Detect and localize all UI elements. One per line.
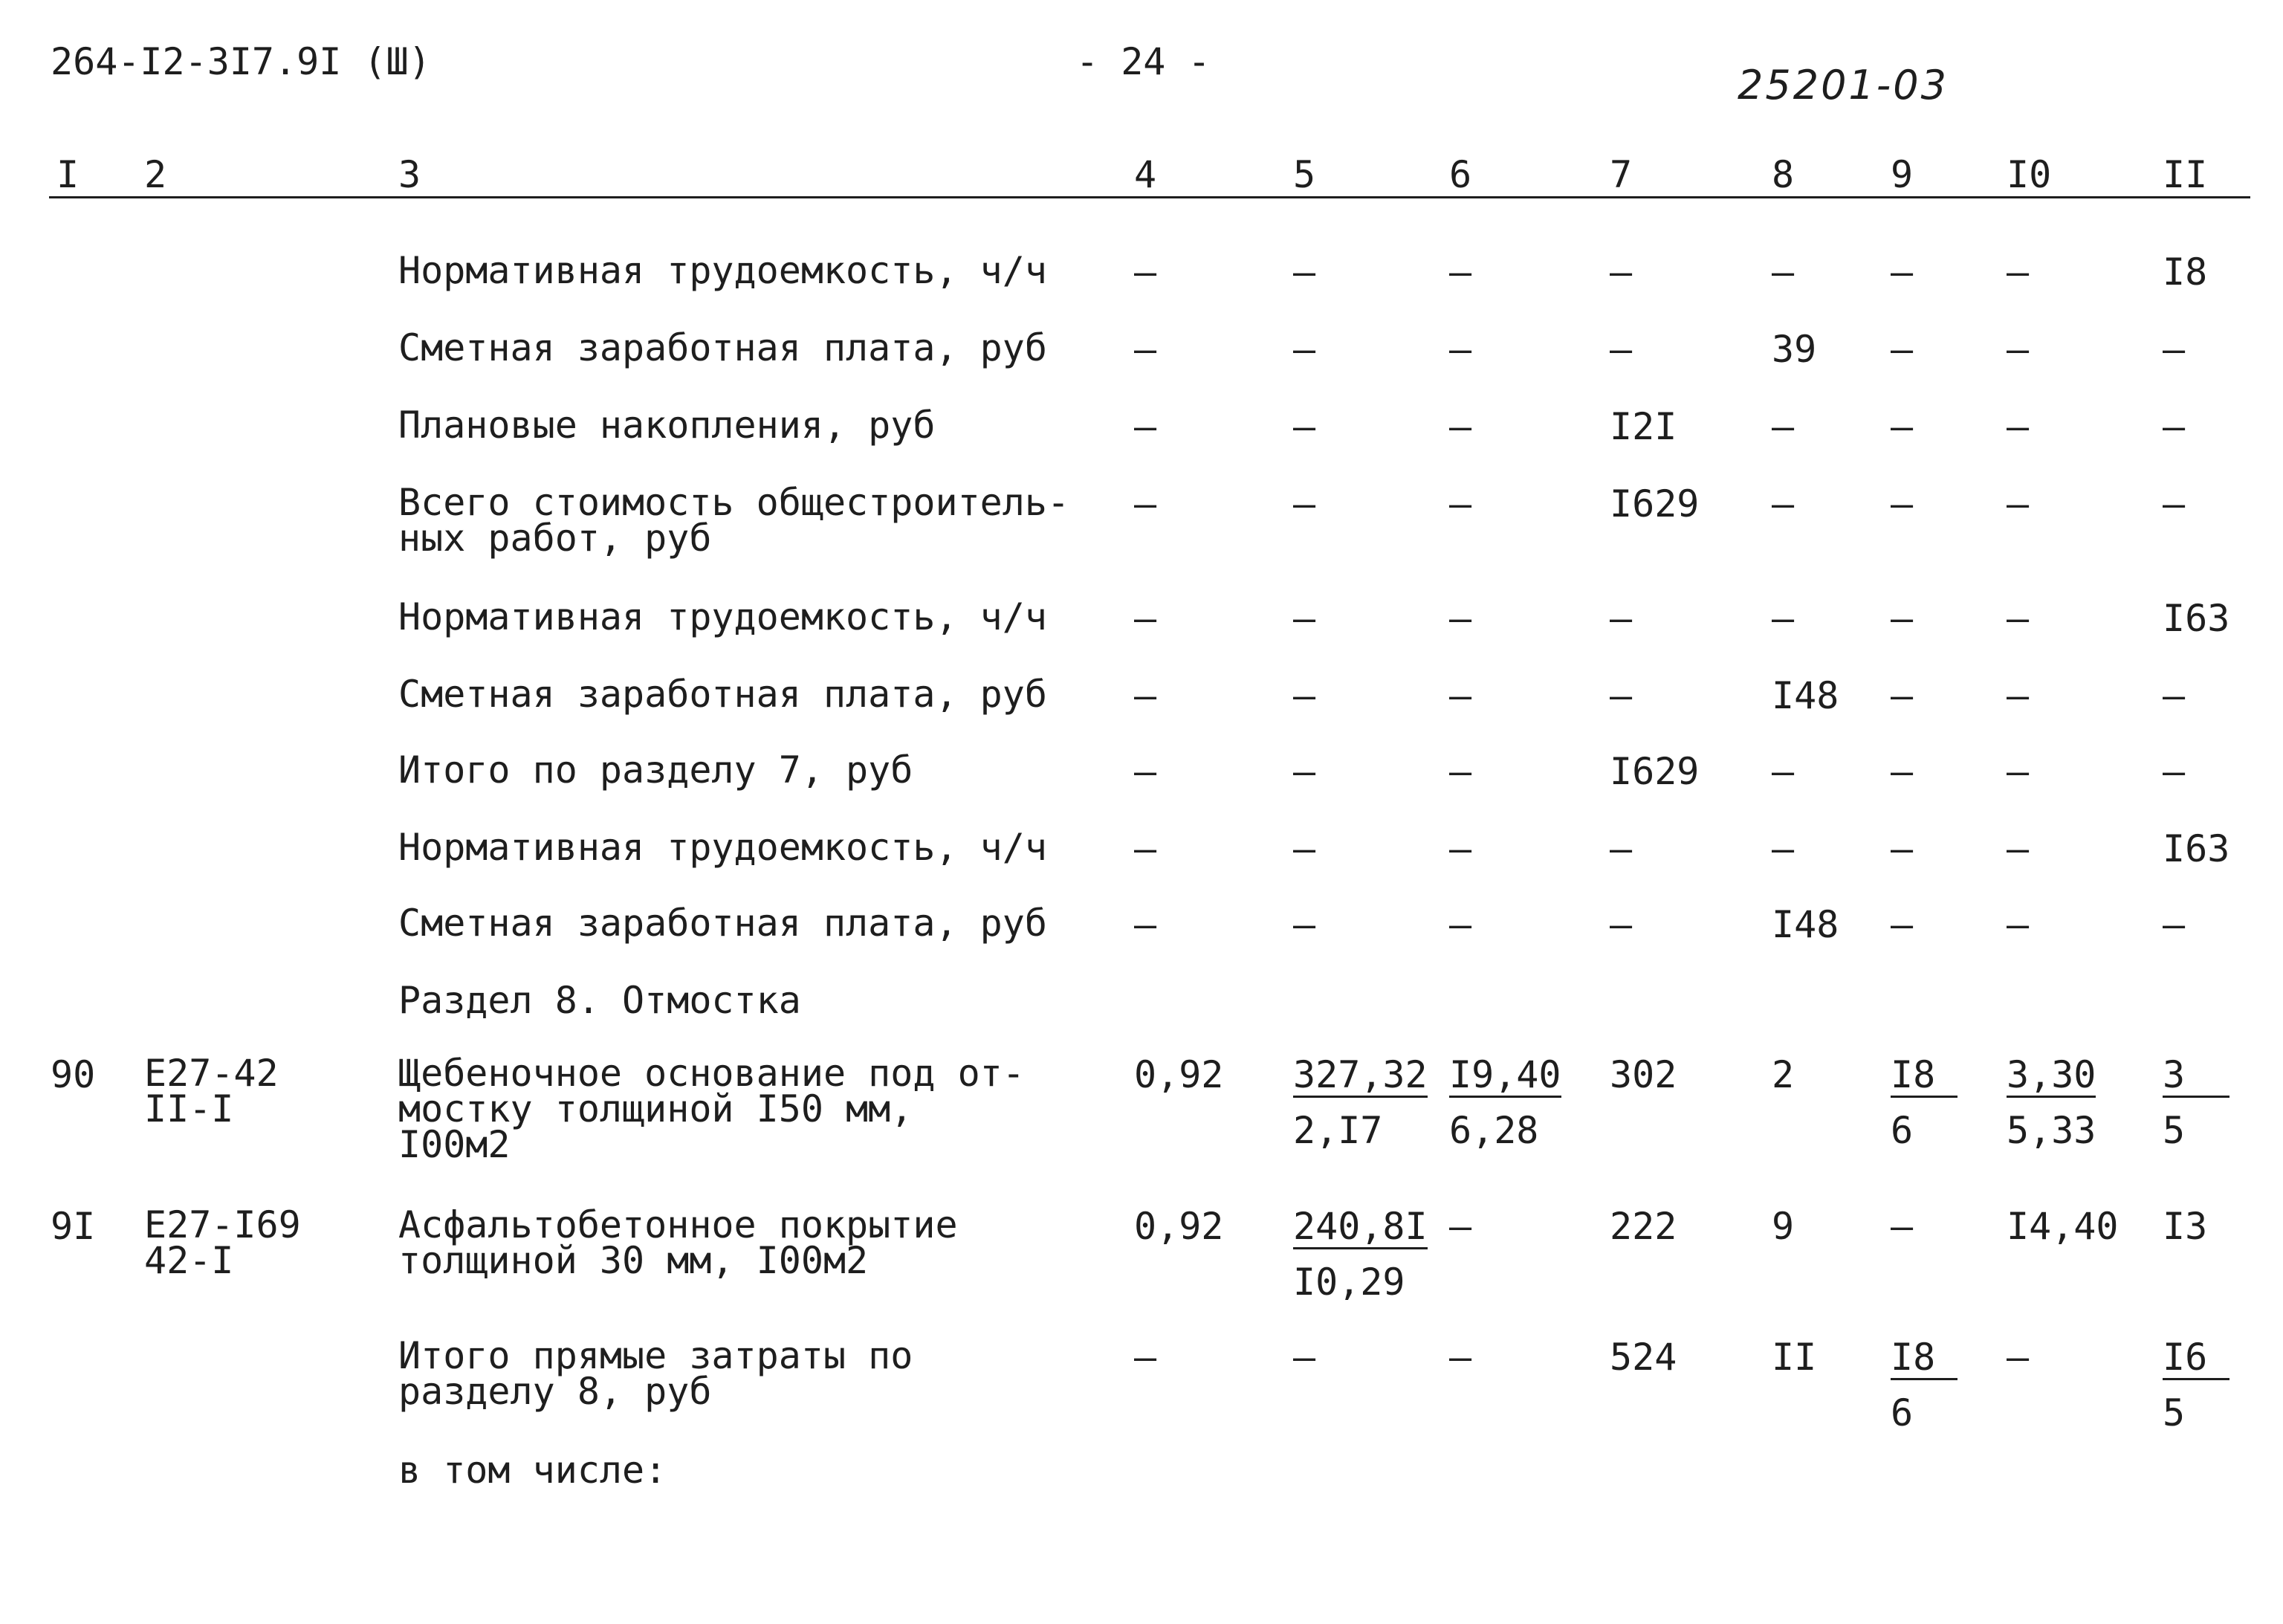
cell-col5: – xyxy=(1293,482,1316,525)
row-description: Нормативная трудоемкость, ч/ч xyxy=(398,595,1047,638)
cell-col8: I48 xyxy=(1772,674,1839,717)
fraction-denominator: 6 xyxy=(1891,1391,1914,1434)
cell-col11-fraction xyxy=(2163,1055,2229,1150)
row-description: Сметная заработная плата, руб xyxy=(398,673,1047,716)
fraction-numerator: I8 xyxy=(1891,1055,1957,1098)
cell-col7: – xyxy=(1610,827,1633,870)
fraction-denominator: 6,28 xyxy=(1449,1109,1539,1152)
cell-col6: – xyxy=(1449,1336,1472,1379)
column-number-3: 3 xyxy=(398,153,421,196)
cell-col10: – xyxy=(2007,250,2030,294)
cell-col4: – xyxy=(1134,750,1157,793)
column-number-1: I xyxy=(56,153,80,196)
cell-col4: – xyxy=(1134,405,1157,448)
cell-col5: – xyxy=(1293,674,1316,717)
fraction-denominator: 5 xyxy=(2163,1391,2186,1434)
cell-col4: – xyxy=(1134,1336,1157,1379)
cell-col6: – xyxy=(1449,903,1472,946)
cell-col10: – xyxy=(2007,903,2030,946)
row-description: Сметная заработная плата, руб xyxy=(398,902,1047,945)
cell-col4: – xyxy=(1134,597,1157,640)
row-description: Плановые накопления, руб xyxy=(398,404,936,447)
row-code: Е27-I69 42-I xyxy=(144,1203,301,1282)
cell-col7: 302 xyxy=(1610,1053,1677,1096)
cell-col8: – xyxy=(1772,750,1795,793)
cell-col7: – xyxy=(1610,903,1633,946)
cell-col10: – xyxy=(2007,405,2030,448)
fraction-denominator: I0,29 xyxy=(1293,1261,1405,1304)
cell-col6: – xyxy=(1449,482,1472,525)
column-number-5: 5 xyxy=(1293,153,1316,196)
cell-col10: – xyxy=(2007,674,2030,717)
cell-col9-fraction xyxy=(1891,1055,1957,1150)
cell-col9: – xyxy=(1891,597,1914,640)
cell-col9: – xyxy=(1891,903,1914,946)
cell-col9: – xyxy=(1891,482,1914,525)
cell-col6: – xyxy=(1449,674,1472,717)
cell-col9: – xyxy=(1891,405,1914,448)
cell-col9: – xyxy=(1891,674,1914,717)
cell-col5: – xyxy=(1293,405,1316,448)
cell-col5: – xyxy=(1293,903,1316,946)
cell-col5: – xyxy=(1293,827,1316,870)
cell-col11: – xyxy=(2163,750,2186,793)
fraction-numerator: 3,30 xyxy=(2007,1053,2096,1096)
row-description: Итого прямые затраты по разделу 8, руб xyxy=(398,1334,913,1413)
cell-col5: – xyxy=(1293,328,1316,371)
cell-col6: – xyxy=(1449,750,1472,793)
header-rule xyxy=(49,196,2250,198)
fraction-numerator: 240,8I xyxy=(1293,1205,1428,1248)
cell-col4: – xyxy=(1134,482,1157,525)
cell-col7: – xyxy=(1610,597,1633,640)
cell-col7: I629 xyxy=(1610,482,1700,525)
cell-col6: – xyxy=(1449,328,1472,371)
cell-col10: – xyxy=(2007,597,2030,640)
cell-col6: – xyxy=(1449,250,1472,294)
cell-col9-fraction xyxy=(1891,1338,1957,1432)
fraction-numerator: I6 xyxy=(2163,1338,2229,1380)
cell-col7: I629 xyxy=(1610,750,1700,793)
cell-col8: – xyxy=(1772,827,1795,870)
fraction-numerator: 327,32 xyxy=(1293,1053,1428,1096)
cell-col10: – xyxy=(2007,328,2030,371)
cell-col8: – xyxy=(1772,597,1795,640)
cell-col11: I63 xyxy=(2163,827,2230,870)
column-number-9: 9 xyxy=(1891,153,1914,196)
fraction-numerator: I9,40 xyxy=(1449,1053,1561,1096)
cell-col10: I4,40 xyxy=(2007,1205,2119,1248)
column-number-10: I0 xyxy=(2007,153,2052,196)
cell-col7: – xyxy=(1610,250,1633,294)
cell-col10: – xyxy=(2007,482,2030,525)
cell-col11: – xyxy=(2163,405,2186,448)
fraction-denominator: 6 xyxy=(1891,1109,1914,1152)
cell-col4: – xyxy=(1134,328,1157,371)
cell-col10: – xyxy=(2007,1336,2030,1379)
cell-col5: – xyxy=(1293,1336,1316,1379)
cell-col5: – xyxy=(1293,250,1316,294)
row-description: Всего стоимость общестроитель- ных работ, руб xyxy=(398,481,1070,560)
cell-col11-fraction xyxy=(2163,1338,2229,1432)
cell-col5-fraction xyxy=(1293,1205,1428,1304)
handwritten-code: 25201-03 xyxy=(1738,62,1949,109)
cell-col11: – xyxy=(2163,903,2186,946)
cell-col10-fraction xyxy=(2007,1055,2096,1150)
column-number-11: II xyxy=(2163,153,2208,196)
row-description: Асфальтобетонное покрытие толщиной 30 мм, I00м2 xyxy=(398,1203,958,1282)
cell-col9: – xyxy=(1891,827,1914,870)
cell-col8: 2 xyxy=(1772,1053,1795,1096)
cell-col6-fraction xyxy=(1449,1055,1561,1150)
cell-col7: 524 xyxy=(1610,1336,1677,1379)
cell-col5-fraction xyxy=(1293,1055,1428,1150)
fraction-numerator: I8 xyxy=(1891,1338,1957,1380)
cell-col7: – xyxy=(1610,674,1633,717)
column-number-8: 8 xyxy=(1772,153,1795,196)
cell-col4: 0,92 xyxy=(1134,1053,1224,1096)
row-description: Сметная заработная плата, руб xyxy=(398,326,1047,369)
cell-col8: I48 xyxy=(1772,903,1839,946)
including-label: в том числе: xyxy=(398,1449,667,1492)
cell-col11: I63 xyxy=(2163,597,2230,640)
cell-col9: – xyxy=(1891,250,1914,294)
cell-col4: 0,92 xyxy=(1134,1205,1224,1248)
cell-col7: I2I xyxy=(1610,405,1677,448)
cell-col10: – xyxy=(2007,827,2030,870)
section-title: Раздел 8. Отмостка xyxy=(398,979,801,1022)
cell-col6: – xyxy=(1449,827,1472,870)
cell-col4: – xyxy=(1134,827,1157,870)
cell-col4: – xyxy=(1134,250,1157,294)
cell-col8: 9 xyxy=(1772,1205,1795,1248)
fraction-denominator: 2,I7 xyxy=(1293,1109,1383,1152)
row-code: Е27-42 II-I xyxy=(144,1052,279,1130)
row-description: Итого по разделу 7, руб xyxy=(398,748,913,792)
cell-col8: – xyxy=(1772,482,1795,525)
cell-col6: – xyxy=(1449,597,1472,640)
cell-col7: – xyxy=(1610,328,1633,371)
column-number-7: 7 xyxy=(1610,153,1633,196)
cell-col11: – xyxy=(2163,674,2186,717)
cell-col7: 222 xyxy=(1610,1205,1677,1248)
cell-col6: – xyxy=(1449,1205,1472,1248)
cell-col5: – xyxy=(1293,750,1316,793)
row-number: 9I xyxy=(51,1205,96,1248)
page-number: - 24 - xyxy=(1076,40,1211,83)
cell-col11: I8 xyxy=(2163,250,2208,294)
cell-col11: I3 xyxy=(2163,1205,2208,1248)
cell-col4: – xyxy=(1134,674,1157,717)
cell-col6: – xyxy=(1449,405,1472,448)
cell-col5: – xyxy=(1293,597,1316,640)
row-description: Щебеночное основание под от- мостку толщиной I50 мм, I00м2 xyxy=(398,1052,1025,1166)
column-number-2: 2 xyxy=(144,153,167,196)
row-number: 90 xyxy=(51,1053,96,1096)
column-number-4: 4 xyxy=(1134,153,1157,196)
column-number-6: 6 xyxy=(1449,153,1472,196)
cell-col11: – xyxy=(2163,482,2186,525)
cell-col8: – xyxy=(1772,405,1795,448)
cell-col9: – xyxy=(1891,750,1914,793)
fraction-numerator: 3 xyxy=(2163,1055,2229,1098)
fraction-denominator: 5,33 xyxy=(2007,1109,2096,1152)
cell-col8: – xyxy=(1772,250,1795,294)
row-description: Нормативная трудоемкость, ч/ч xyxy=(398,826,1047,869)
cell-col8: II xyxy=(1772,1336,1817,1379)
document-code: 264-I2-3I7.9I (Ш) xyxy=(51,40,431,83)
cell-col11: – xyxy=(2163,328,2186,371)
cell-col10: – xyxy=(2007,750,2030,793)
row-description: Нормативная трудоемкость, ч/ч xyxy=(398,249,1047,292)
fraction-denominator: 5 xyxy=(2163,1109,2186,1152)
cell-col4: – xyxy=(1134,903,1157,946)
cell-col9: – xyxy=(1891,328,1914,371)
cell-col8: 39 xyxy=(1772,328,1817,371)
cell-col9: – xyxy=(1891,1205,1914,1248)
